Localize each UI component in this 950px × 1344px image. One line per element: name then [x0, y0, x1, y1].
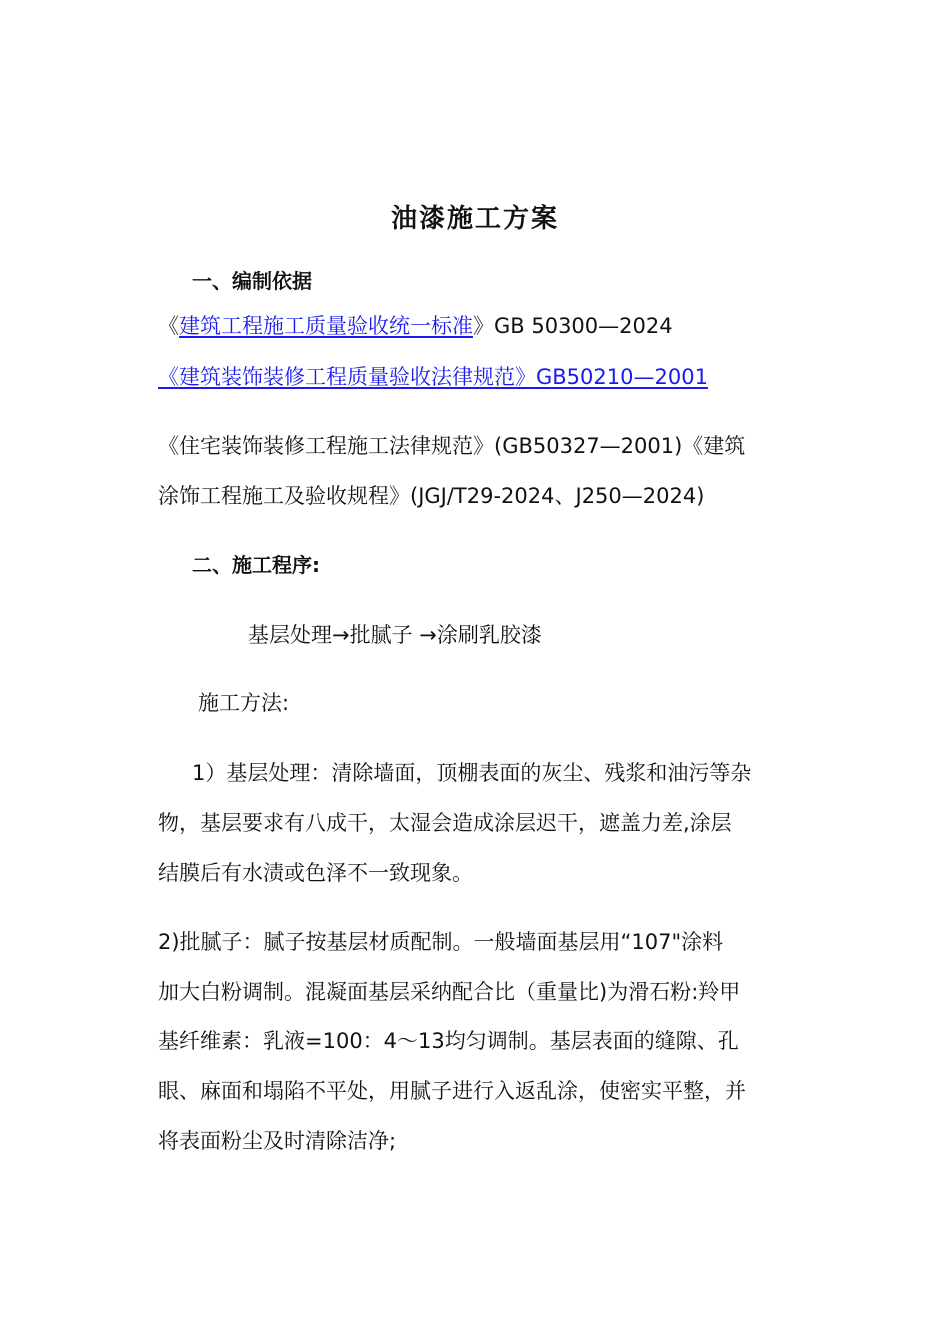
- reference-1-open: 《: [158, 314, 179, 338]
- section-heading-basis: 一、编制依据: [192, 269, 312, 293]
- step-2-line-5: 将表面粉尘及时清除洁净;: [158, 1129, 397, 1153]
- step-1-line-3: 结膜后有水渍或色泽不一致现象。: [158, 861, 473, 885]
- procedure-flow: 基层处理→批腻子 →涂刷乳胶漆: [248, 623, 542, 647]
- page-title: 油漆施工方案: [390, 204, 559, 234]
- reference-3-line-2: 涂饰工程施工及验收规程》(JGJ/T29-2024、J250—2024): [158, 484, 705, 508]
- reference-2-link[interactable]: 《建筑装饰装修工程质量验收法律规范》GB50210—2001: [158, 365, 708, 389]
- step-1-line-1: 1）基层处理：清除墙面，顶棚表面的灰尘、残浆和油污等杂: [192, 761, 752, 785]
- reference-1-link[interactable]: 建筑工程施工质量验收统一标准: [179, 314, 473, 338]
- step-2-line-4: 眼、麻面和塌陷不平处，用腻子进行入返乱涂，使密实平整，并: [158, 1079, 746, 1103]
- step-2-line-1: 2)批腻子：腻子按基层材质配制。一般墙面基层用“107"涂料: [158, 930, 724, 954]
- step-2-line-2: 加大白粉调制。混凝面基层采纳配合比（重量比)为滑石粉:羚甲: [158, 980, 741, 1004]
- method-label: 施工方法:: [198, 691, 290, 715]
- step-1-line-2: 物，基层要求有八成干，太湿会造成涂层迟干，遮盖力差,涂层: [158, 811, 732, 835]
- section-heading-procedure: 二、施工程序:: [192, 553, 320, 577]
- reference-1-rest: 》GB 50300—2024: [473, 314, 673, 338]
- reference-1: [158, 312, 673, 340]
- step-2-line-3: 基纤维素：乳液=100：4～13均匀调制。基层表面的缝隙、孔: [158, 1029, 739, 1053]
- reference-3-line-1: 《住宅装饰装修工程施工法律规范》(GB50327—2001)《建筑: [158, 434, 746, 458]
